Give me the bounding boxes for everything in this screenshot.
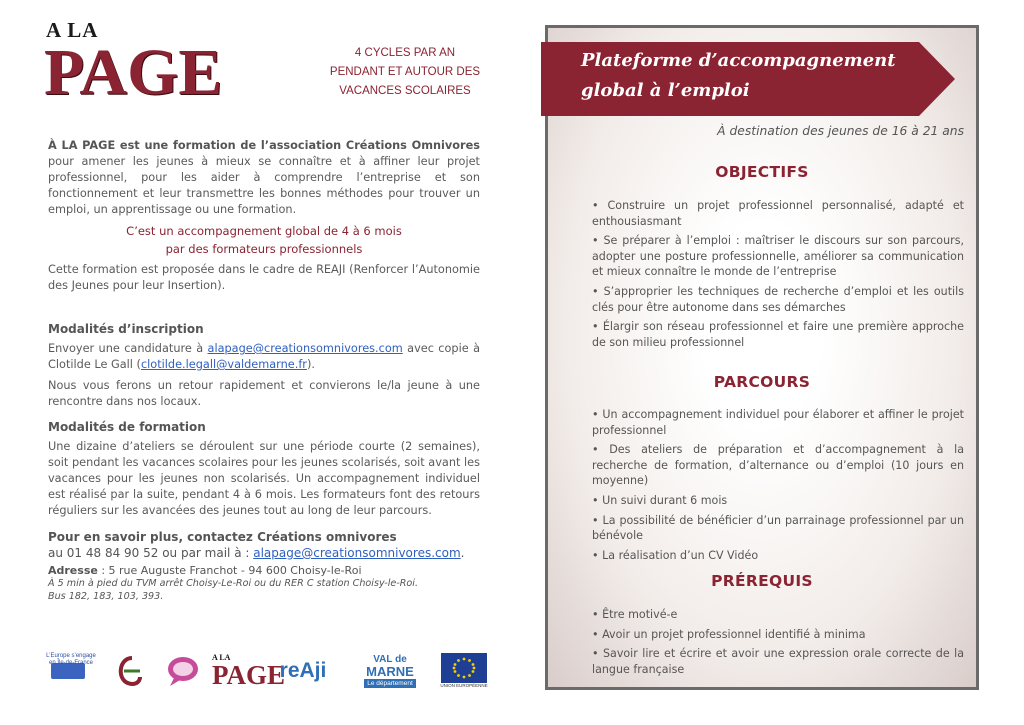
list-item: • Être motivé-e — [592, 608, 678, 621]
creations-omnivores-icon — [110, 653, 156, 689]
prerequis-list — [592, 607, 964, 681]
highlight-line-1: C’est un accompagnement global de 4 à 6 mois — [126, 224, 402, 238]
access-line-2: Bus 182, 183, 103, 393. — [48, 591, 164, 602]
reaji-logo — [272, 652, 334, 690]
reaji-text: reAji — [279, 659, 327, 682]
valdemarne-mid: MARNE — [366, 663, 414, 679]
alapage-email-link[interactable]: alapage@creationsomnivores.com — [207, 342, 403, 355]
alapage-bubble-logo — [164, 652, 202, 690]
list-item: • Un suivi durant 6 mois — [592, 493, 728, 507]
valdemarne-top: VAL de — [373, 653, 407, 665]
list-item: • La réalisation d’un CV Vidéo — [592, 548, 759, 562]
inscription-paragraph-2: Nous vous ferons un retour rapidement et convierons le/la jeune à une rencontre dans nos locaux. — [48, 379, 480, 408]
banner-title — [581, 46, 896, 106]
intro-paragraph — [48, 138, 480, 218]
banner-line-1: Plateforme d’accompagnement — [581, 50, 896, 71]
contact-title: Pour en savoir plus, contactez Créations omnivores — [48, 530, 397, 544]
highlight-block — [48, 222, 480, 258]
contact-line — [48, 546, 464, 560]
logo-big-text: PAGE — [44, 36, 223, 109]
contact-line-end: . — [460, 546, 465, 560]
eu-text: UNION EUROPÉENNE — [440, 683, 488, 688]
destination-text: À destination des jeunes de 16 à 21 ans — [717, 124, 964, 138]
inscription-paragraph-1 — [48, 341, 480, 373]
inscription-text-after: ). — [306, 358, 315, 371]
parcours-list — [592, 407, 964, 567]
alapage-small-logo — [212, 652, 285, 690]
title-banner — [541, 42, 957, 116]
creations-omnivores-logo — [110, 652, 156, 690]
parcours-title: PARCOURS — [713, 373, 811, 391]
alapage-small-a-la: A LA — [212, 652, 231, 662]
a-la-page-logo — [44, 18, 223, 118]
clotilde-email-link[interactable]: clotilde.legall@valdemarne.fr — [140, 358, 307, 371]
val-de-marne-logo — [354, 652, 426, 690]
prerequis-title: PRÉREQUIS — [711, 572, 813, 590]
banner-line-2: global à l’emploi — [581, 80, 750, 101]
cycles-line-1: 4 CYCLES PAR AN — [354, 47, 456, 59]
contact-email-link[interactable]: alapage@creationsomnivores.com — [253, 546, 461, 560]
formation-title: Modalités de formation — [48, 420, 206, 434]
list-item: • Savoir lire et écrire et avoir une expression orale correcte de la langue française — [592, 647, 964, 676]
list-item: • Élargir son réseau professionnel et faire une première approche de son milieu professionnel — [592, 320, 964, 349]
intro-bold: À LA PAGE est une formation de l’association Créations Omnivores — [48, 139, 480, 152]
reaji-paragraph: Cette formation est proposée dans le cadre de REAJI (Renforcer l’Autonomie des Jeunes pour leur Insertion). — [48, 263, 480, 292]
logo-small-text: A LA — [46, 18, 99, 42]
inscription-text-middle: avec copie à Clotilde Le Gall ( — [48, 342, 480, 371]
highlight-line-2: par des formateurs professionnels — [165, 242, 363, 256]
address-label: Adresse — [48, 564, 98, 577]
list-item: • La possibilité de bénéficier d’un parrainage professionnel par un bénévole — [592, 513, 964, 543]
europe-idf-logo — [44, 652, 98, 690]
inscription-title: Modalités d’inscription — [48, 322, 204, 336]
list-item: • Avoir un projet professionnel identifié à minima — [592, 627, 866, 641]
valdemarne-sub: Le département — [364, 679, 416, 688]
contact-phone-text: au 01 48 84 90 52 ou par mail à : — [48, 546, 254, 560]
eu-flag-logo — [440, 652, 488, 690]
cycles-tagline — [320, 44, 490, 101]
eu-flag-icon — [441, 653, 487, 683]
list-item: • S’approprier les techniques de recherche d’emploi et les outils clés pour être autonome dans ses démarches — [592, 284, 964, 314]
list-item: • Un accompagnement individuel pour élaborer et affiner le projet professionnel — [592, 408, 964, 437]
access-line-1: À 5 min à pied du TVM arrêt Choisy-Le-Roi ou du RER C station Choisy-le-Roi. — [48, 578, 419, 589]
formation-paragraph: Une dizaine d’ateliers se déroulent sur une période courte (2 semaines), soit pendant les vacances scolaires pour les jeunes scolarisés, soit avant les vacances pour les jeunes non scolarisés. Un accompagnement individuel est réalisé par la suite, pendant 4 à 6 mois. Les formateurs font des retours réguliers sur les avancées des jeunes tout au long de leur parcours. — [48, 440, 480, 517]
intro-text: pour amener les jeunes à mieux se connaître et à affiner leur projet professionnel, pour les aider à comprendre l’entreprise et son fonctionnement et leur transmettre les bonnes méthodes pour trouver un emploi, un apprentissage ou une formation. — [48, 155, 480, 216]
speech-bubble-icon — [164, 653, 202, 689]
objectifs-list — [592, 198, 964, 354]
alapage-small-page: PAGE — [212, 659, 285, 690]
objectifs-title: OBJECTIFS — [715, 163, 809, 181]
list-item: • Se préparer à l’emploi : maîtriser le discours sur son parcours, adopter une posture professionnelle, améliorer sa communication et mieux connaître le monde de l’entreprise — [592, 234, 964, 279]
cycles-line-3: VACANCES SCOLAIRES — [339, 85, 471, 97]
list-item: • Construire un projet professionnel personnalisé, adapté et enthousiasmant — [592, 199, 964, 228]
europe-text: L’Europe s’engage en Île-de-France — [46, 653, 96, 666]
inscription-text-before: Envoyer une candidature à — [48, 342, 208, 355]
list-item: • Des ateliers de préparation et d’accompagnement à la recherche de formation, d’alternance ou d’emploi (10 jours en moyenne) — [592, 443, 964, 488]
address-block — [48, 564, 418, 603]
address-text: : 5 rue Auguste Franchot - 94 600 Choisy-le-Roi — [97, 564, 362, 577]
cycles-line-2: PENDANT ET AUTOUR DES — [329, 66, 481, 78]
